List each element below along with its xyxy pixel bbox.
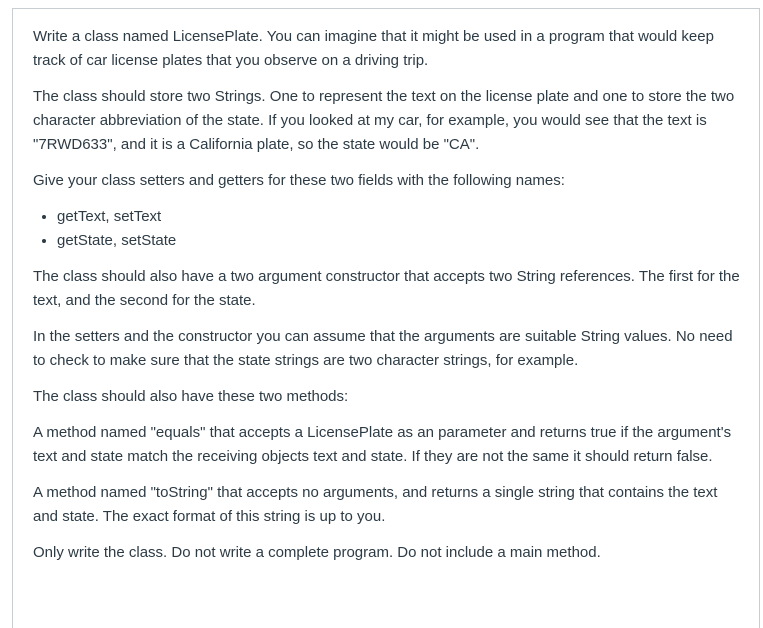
paragraph-constructor: The class should also have a two argument constructor that accepts two String references. The first for the text, and the second for the state.	[33, 268, 740, 309]
paragraph-methods-intro: The class should also have these two methods:	[33, 388, 349, 405]
paragraph-storage: The class should store two Strings. One to represent the text on the license plate and one to store the two character abbreviation of the state. If you looked at my car, for example, you would see that the text is "7RWD633", and it is a California plate, so the state would be "CA".	[33, 88, 735, 153]
question-text	[33, 25, 741, 577]
list-item: • getState, setState	[57, 229, 741, 253]
list-item: • getText, setText	[57, 205, 741, 229]
paragraph-assumptions: In the setters and the constructor you can assume that the arguments are suitable String values. No need to check to make sure that the state strings are two character strings, for example.	[33, 328, 733, 369]
paragraph-equals-method: A method named "equals" that accepts a LicensePlate as an parameter and returns true if the argument's text and state match the receiving objects text and state. If they are not the same it should return false.	[33, 424, 732, 465]
method-name-list	[33, 205, 741, 253]
paragraph-instructions: Only write the class. Do not write a complete program. Do not include a main method.	[33, 544, 601, 561]
paragraph-getters-setters: Give your class setters and getters for these two fields with the following names:	[33, 172, 565, 189]
question-card	[12, 8, 760, 628]
paragraph-tostring-method: A method named "toString" that accepts no arguments, and returns a single string that contains the text and state. The exact format of this string is up to you.	[33, 484, 718, 525]
paragraph-intro: Write a class named LicensePlate. You can imagine that it might be used in a program that would keep track of car license plates that you observe on a driving trip.	[33, 28, 714, 69]
